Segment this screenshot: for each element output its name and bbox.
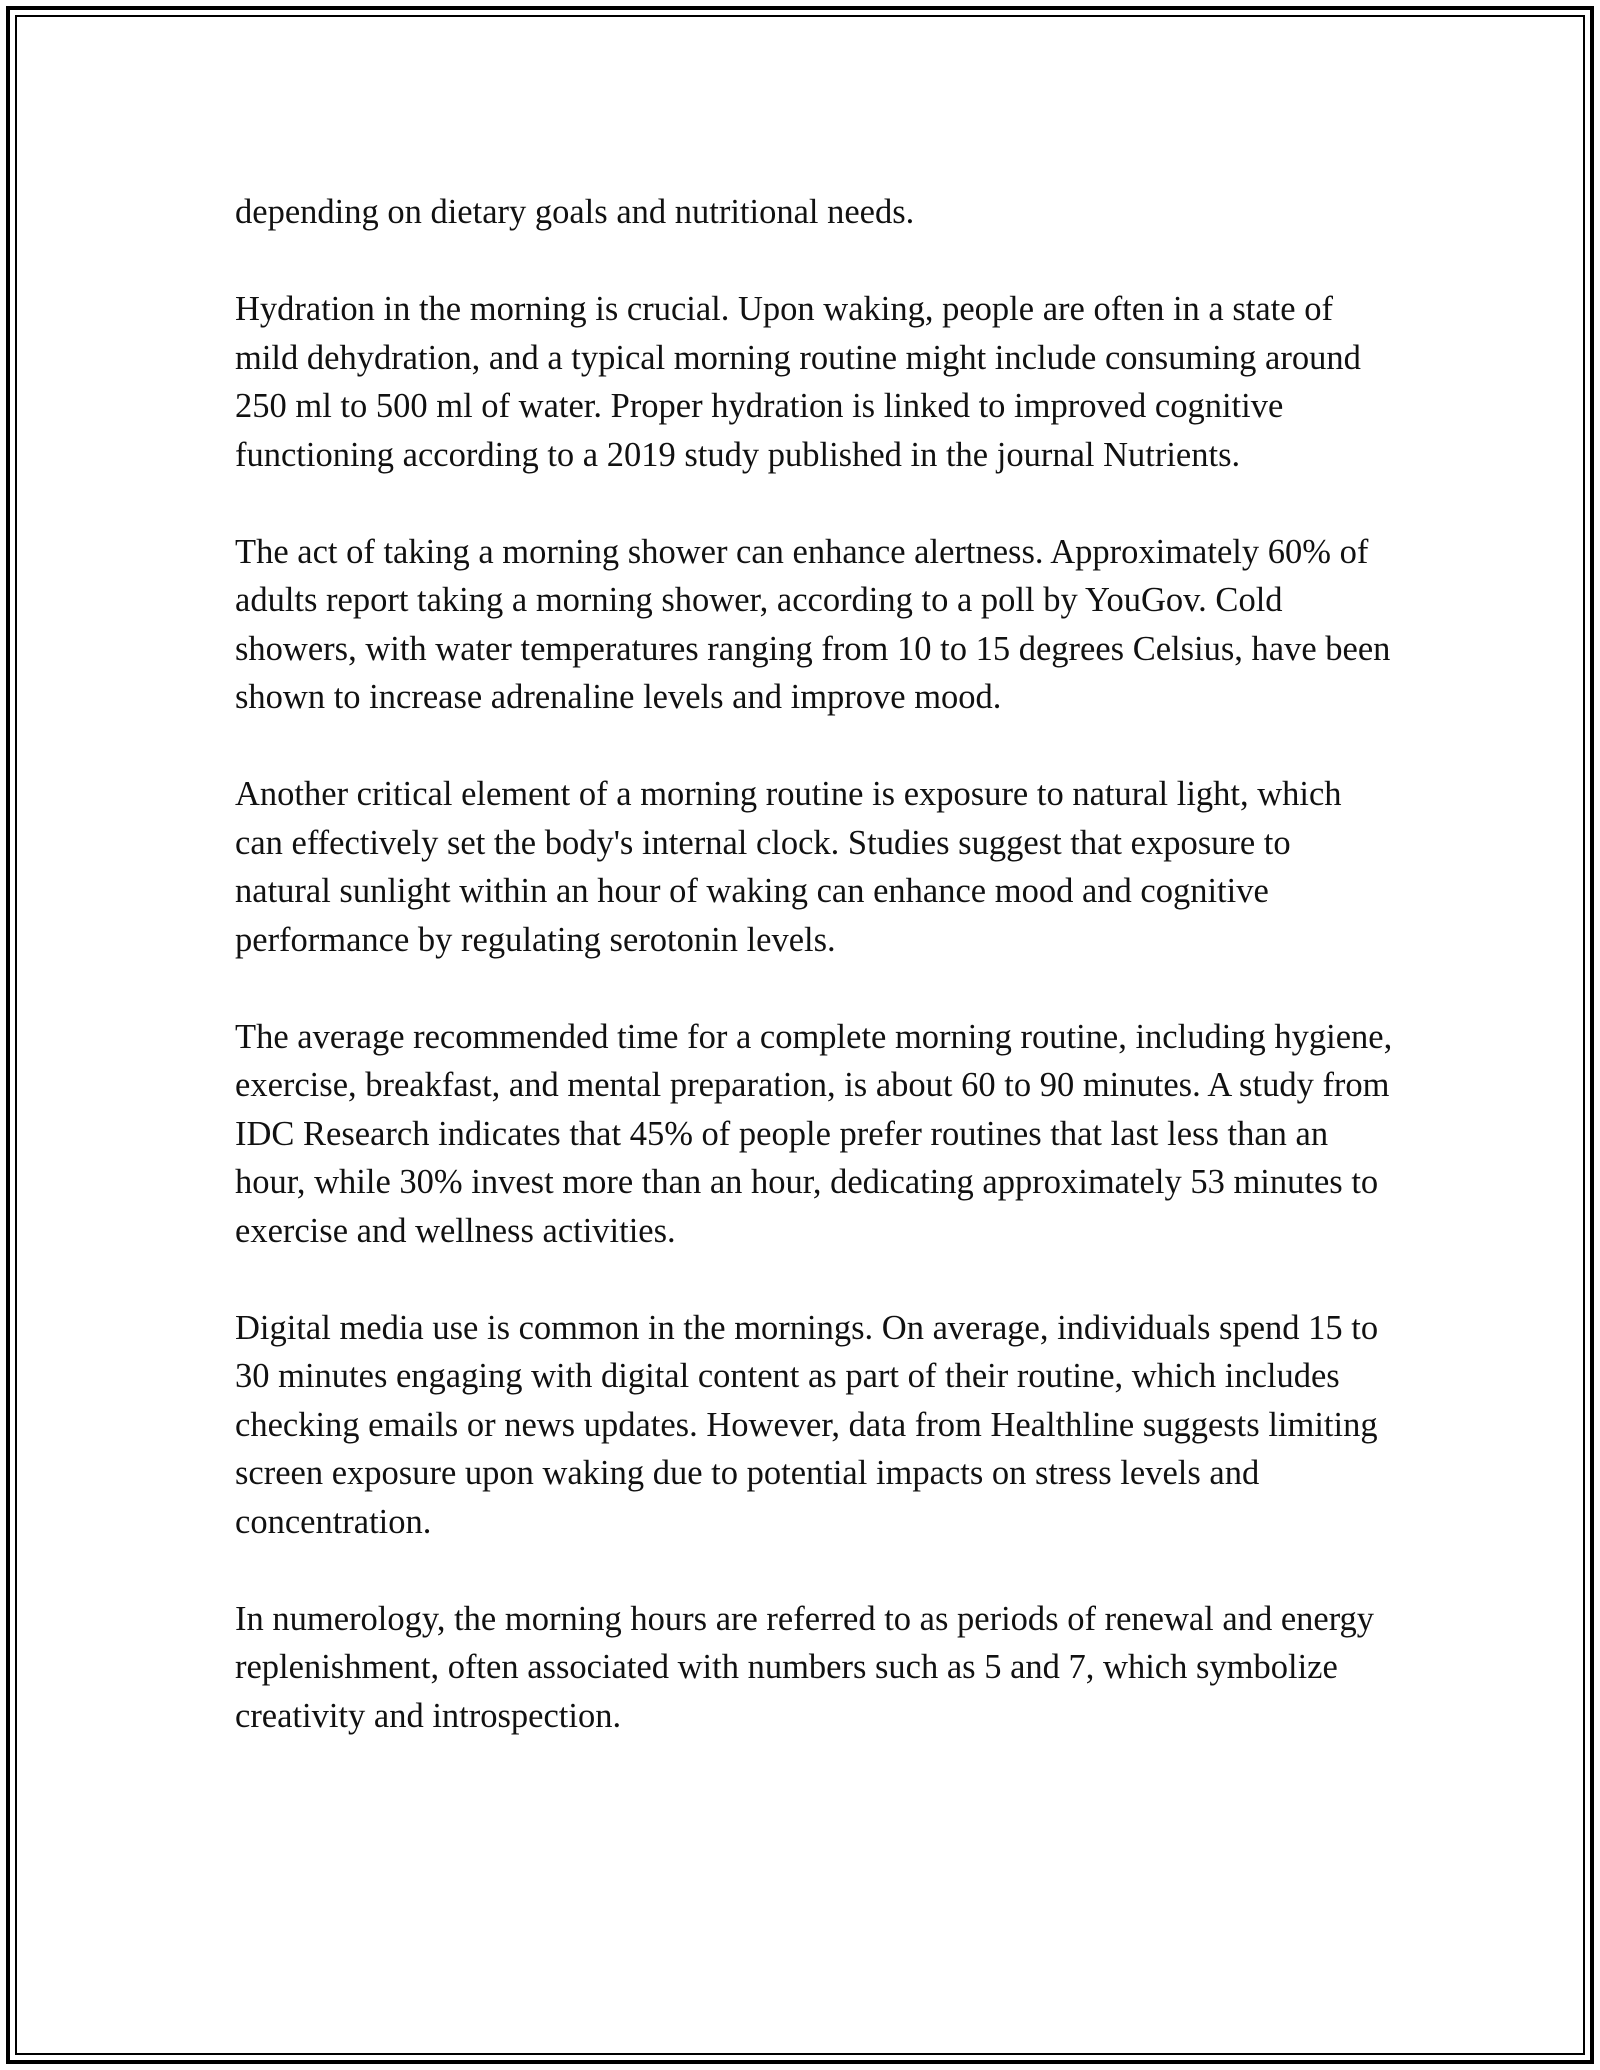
paragraph-digital-media: Digital media use is common in the mornings. On average, individuals spend 15 to 30 minutes engaging with digital content as part of their routine, which includes checking emails or news updates. However, data from Healthline suggests limiting screen exposure upon waking due to potential impacts on stress levels and concentration. [235, 1308, 1379, 1541]
paragraph-routine-duration: The average recommended time for a complete morning routine, including hygiene, exercise, breakfast, and mental preparation, is about 60 to 90 minutes. A study from IDC Research indicates that 45% of people prefer routines that last less than an hour, while 30% invest more than an hour, dedicating approximately 53 minutes to exercise and wellness activities. [235, 1017, 1393, 1250]
paragraph-numerology: In numerology, the morning hours are referred to as periods of renewal and energy replenishment, often associated with numbers such as 5 and 7, which symbolize creativity and introspection. [235, 1599, 1375, 1735]
paragraph-natural-light: Another critical element of a morning routine is exposure to natural light, which can effectively set the body's internal clock. Studies suggest that exposure to natural sunlight within an hour of waking can enhance mood and cognitive performance by regulating serotonin levels. [235, 775, 1342, 959]
paragraph-hydration: Hydration in the morning is crucial. Upon waking, people are often in a state of mild dehydration, and a typical morning routine might include consuming around 250 ml to 500 ml of water. Proper hydration is linked to improved cognitive functioning according to a 2019 study published in the journal Nutrients. [235, 290, 1361, 474]
document-body [235, 188, 1395, 1789]
paragraph-morning-shower: The act of taking a morning shower can enhance alertness. Approximately 60% of adults report taking a morning shower, according to a poll by YouGov. Cold showers, with water temperatures ranging from 10 to 15 degrees Celsius, have been shown to increase adrenaline levels and improve mood. [235, 532, 1391, 716]
paragraph-dietary-goals: depending on dietary goals and nutritional needs. [235, 193, 915, 231]
